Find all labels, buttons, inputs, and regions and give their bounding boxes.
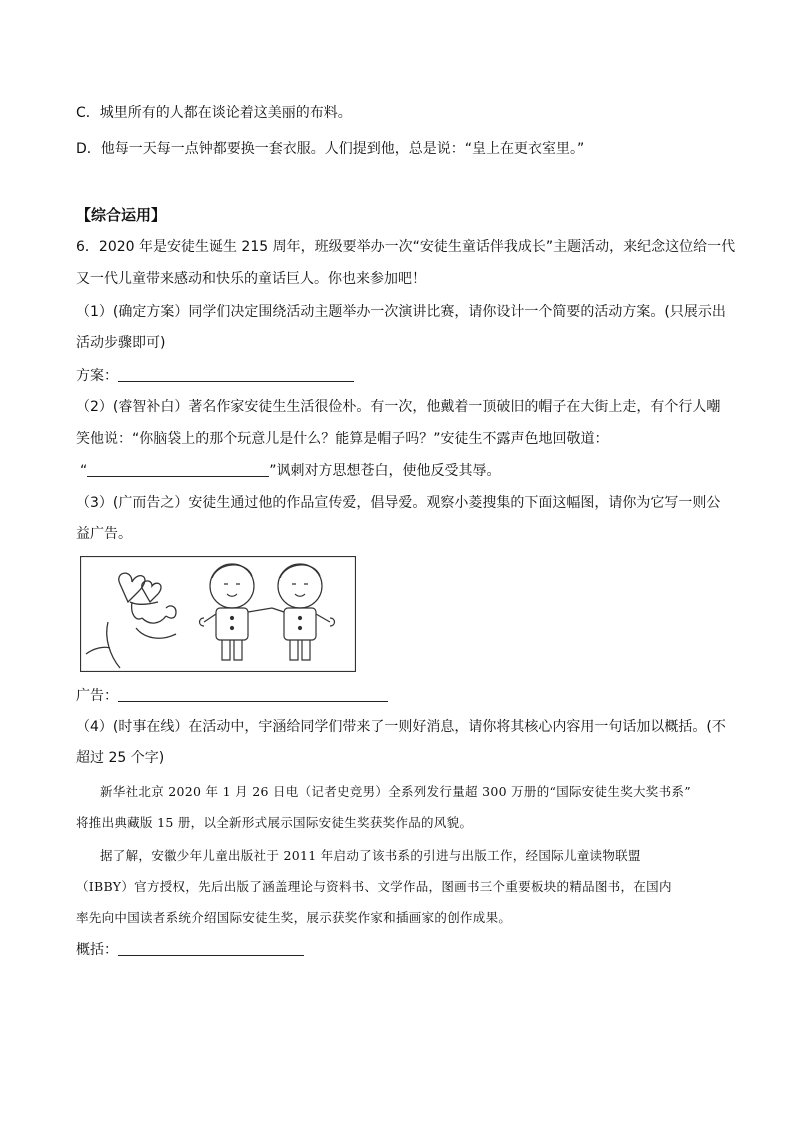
part2-answer-row	[80, 461, 501, 481]
news-line-5: 率先向中国读者系统介绍国际安徒生奖，展示获奖作家和插画家的创作成果。	[76, 910, 512, 925]
part2-prompt-line-2: 笑他说：“你脑袋上的那个玩意儿是什么？能算是帽子吗？”安徒生不露声色地回敬道：	[76, 431, 609, 447]
news-line-4: （IBBY）官方授权，先后出版了涵盖理论与资料书、文学作品，图画书三个重要板块的精品图书，在国内	[76, 879, 672, 894]
part4-answer-blank[interactable]	[118, 941, 304, 956]
part2-answer-blank[interactable]	[87, 462, 269, 477]
news-line-2: 将推出典藏版 15 册，以全新形式展示国际安徒生奖获奖作品的风貌。	[76, 815, 473, 830]
question-intro-line-1: 6．2020 年是安徒生诞生 215 周年，班级要举办一次“安徒生童话伴我成长”主题活动，来纪念这位给一代	[76, 239, 736, 255]
part3-answer-blank[interactable]	[118, 687, 388, 702]
section-title: 【综合运用】	[76, 206, 167, 224]
part3-prompt-line-2: 益广告。	[76, 526, 132, 542]
part4-answer-label: 概括：	[76, 942, 118, 958]
part1-answer-label: 方案：	[76, 368, 118, 384]
part4-prompt-line-2: 超过 25 个字)	[76, 750, 165, 766]
part4-prompt-line-1: （4）(时事在线）在活动中，宇涵给同学们带来了一则好消息，请你将其核心内容用一句话加以概括。(不	[76, 719, 726, 735]
part2-prompt-line-1: （2）(睿智补白）著名作家安徒生生活很俭朴。有一次，他戴着一顶破旧的帽子在大街上走，有个行人嘲	[76, 399, 721, 415]
part3-answer-row	[76, 686, 388, 706]
news-line-1: 新华社北京 2020 年 1 月 26 日电（记者史竞男）全系列发行量超 300 万册的“国际安徒生奖大奖书系”	[100, 784, 691, 799]
part3-answer-label: 广告：	[76, 688, 118, 704]
part2-after-blank: ”讽刺对方思想苍白，使他反受其辱。	[269, 463, 501, 479]
part3-prompt-line-1: （3）(广而告之）安徒生通过他的作品宣传爱，倡导爱。观察小菱搜集的下面这幅图，请你为它写一则公	[76, 495, 721, 511]
option-c: C．城里所有的人都在谈论着这美丽的布料。	[76, 105, 352, 121]
part1-prompt-line-1: （1）(确定方案）同学们决定围绕活动主题举办一次演讲比赛，请你设计一个简要的活动方案。(只展示出	[76, 304, 726, 320]
part1-answer-blank[interactable]	[118, 367, 354, 382]
part2-open-quote: “	[80, 463, 88, 479]
hearts-and-children-illustration	[80, 556, 356, 672]
news-line-3: 据了解，安徽少年儿童出版社于 2011 年启动了该书系的引进与出版工作，经国际儿童读物联盟	[100, 848, 641, 863]
part1-prompt-line-2: 活动步骤即可)	[76, 335, 166, 351]
part1-answer-row	[76, 366, 354, 386]
part4-answer-row	[76, 940, 304, 960]
question-intro-line-2: 又一代儿童带来感动和快乐的童话巨人。你也来参加吧！	[76, 271, 426, 287]
option-d: D．他每一天每一点钟都要换一套衣服。人们提到他，总是说：“皇上在更衣室里。”	[76, 141, 585, 157]
